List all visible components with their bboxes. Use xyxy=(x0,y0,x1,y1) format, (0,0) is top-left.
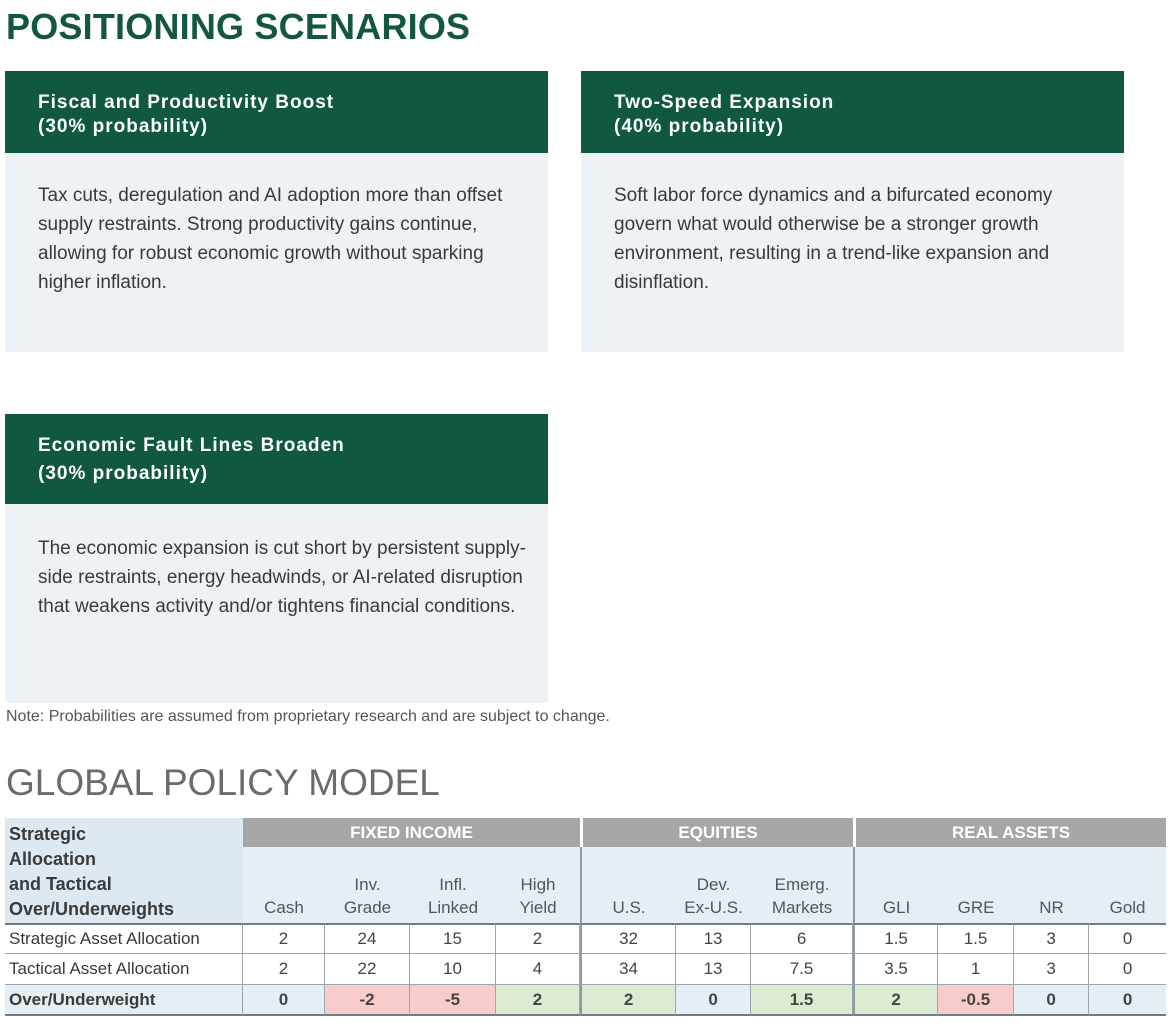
table-cell: 1.5 xyxy=(751,985,853,1016)
table-row-tactical xyxy=(5,954,1166,985)
table-cell: 1.5 xyxy=(938,923,1014,954)
scenario-probability: (40% probability) xyxy=(614,116,785,137)
group-fixed-income: FIXED INCOME xyxy=(243,818,580,847)
table-cell: 0 xyxy=(1089,923,1166,954)
group-real-assets: REAL ASSETS xyxy=(853,818,1166,847)
scenario-description: Tax cuts, deregulation and AI adoption more than offset supply restraints. Strong productivity gains continue, allowing for robust economic growth without sparking higher inflation. xyxy=(38,185,503,293)
col-header-cash: Cash xyxy=(243,847,325,923)
col-header-emerg-markets: Emerg. Markets xyxy=(751,847,853,923)
scenario-title: Economic Fault Lines Broaden xyxy=(38,435,345,456)
scenario-probability: (30% probability) xyxy=(38,463,209,484)
table-cell: 1.5 xyxy=(853,923,938,954)
col-header-gold: Gold xyxy=(1089,847,1166,923)
table-cell: 2 xyxy=(243,923,325,954)
scenario-title: Fiscal and Productivity Boost xyxy=(38,92,335,113)
table-cell: 3 xyxy=(1014,923,1089,954)
table-cell: 6 xyxy=(751,923,853,954)
scenario-card-fault-lines xyxy=(5,414,548,703)
scenario-probability: (30% probability) xyxy=(38,116,209,137)
col-header-inv-grade: Inv. Grade xyxy=(325,847,410,923)
table-cell: 0 xyxy=(1089,985,1166,1016)
col-header-dev-ex-us: Dev. Ex-U.S. xyxy=(676,847,751,923)
global-policy-model-table xyxy=(5,818,1166,1016)
model-title: GLOBAL POLICY MODEL xyxy=(6,762,440,803)
col-header-high-yield: High Yield xyxy=(496,847,580,923)
corner-line: Allocation xyxy=(9,849,97,869)
col-header-nr: NR xyxy=(1014,847,1089,923)
scenario-card-two-speed xyxy=(581,71,1124,352)
corner-line: Strategic xyxy=(9,824,87,844)
table-cell: 0 xyxy=(1014,985,1089,1016)
table-cell: -5 xyxy=(410,985,496,1016)
table-cell: 15 xyxy=(410,923,496,954)
scenario-card-fiscal-productivity xyxy=(5,71,548,352)
table-cell: 0 xyxy=(676,985,751,1016)
table-cell: 0 xyxy=(243,985,325,1016)
table-cell: -2 xyxy=(325,985,410,1016)
table-cell: 34 xyxy=(580,954,676,985)
table-cell: 3.5 xyxy=(853,954,938,985)
table-cell: 1 xyxy=(938,954,1014,985)
corner-line: and Tactical xyxy=(9,874,112,894)
table-cell: 2 xyxy=(853,985,938,1016)
page-title: POSITIONING SCENARIOS xyxy=(6,6,471,47)
group-header-row xyxy=(5,818,1166,847)
table-cell: 22 xyxy=(325,954,410,985)
table-corner-label xyxy=(5,818,243,923)
scenario-card-header xyxy=(5,71,548,153)
table-cell: 13 xyxy=(676,923,751,954)
table-cell: 2 xyxy=(580,985,676,1016)
table-cell: 2 xyxy=(243,954,325,985)
scenario-card-header xyxy=(581,71,1124,153)
probability-note: Note: Probabilities are assumed from proprietary research and are subject to change. xyxy=(6,708,610,725)
table-cell: 13 xyxy=(676,954,751,985)
scenario-card-header xyxy=(5,414,548,504)
table-cell: 2 xyxy=(496,985,580,1016)
table-row-over-underweight xyxy=(5,985,1166,1016)
col-header-gre: GRE xyxy=(938,847,1014,923)
table-cell: 0 xyxy=(1089,954,1166,985)
table-cell: -0.5 xyxy=(938,985,1014,1016)
scenario-description: Soft labor force dynamics and a bifurcated economy govern what would otherwise be a stronger growth environment, resulting in a trend-like expansion and disinflation. xyxy=(614,185,1053,293)
col-header-us: U.S. xyxy=(580,847,676,923)
table-cell: 24 xyxy=(325,923,410,954)
table-row-strategic xyxy=(5,923,1166,954)
table-cell: 4 xyxy=(496,954,580,985)
col-header-infl-linked: Infl. Linked xyxy=(410,847,496,923)
table-cell: 32 xyxy=(580,923,676,954)
row-label: Tactical Asset Allocation xyxy=(5,954,243,985)
table-cell: 10 xyxy=(410,954,496,985)
table-cell: 3 xyxy=(1014,954,1089,985)
col-header-gli: GLI xyxy=(853,847,938,923)
row-label: Strategic Asset Allocation xyxy=(5,923,243,954)
scenario-title: Two-Speed Expansion xyxy=(614,92,835,113)
corner-line: Over/Underweights xyxy=(9,899,175,919)
table-cell: 7.5 xyxy=(751,954,853,985)
row-label: Over/Underweight xyxy=(5,985,243,1016)
scenario-description: The economic expansion is cut short by persistent supply-side restraints, energy headwinds, or AI-related disruption that weakens activity and/or tightens financial conditions. xyxy=(38,538,526,617)
table-cell: 2 xyxy=(496,923,580,954)
group-equities: EQUITIES xyxy=(580,818,853,847)
